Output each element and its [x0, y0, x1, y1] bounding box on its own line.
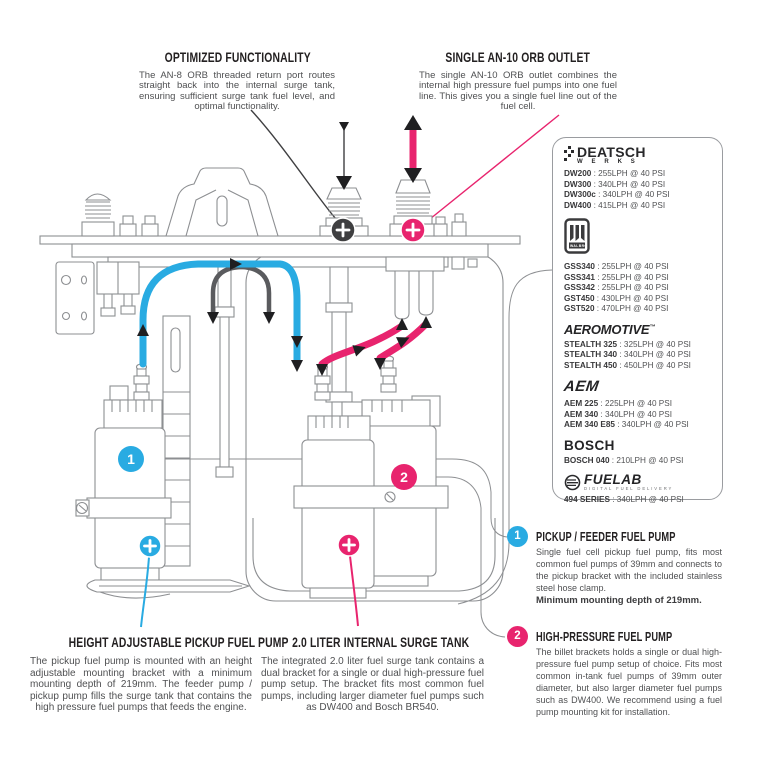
callout-title: 2.0 LITER INTERNAL SURGE TANK: [292, 634, 470, 650]
pump-entry: DW200 : 255LPH @ 40 PSI: [564, 169, 666, 178]
hold-down-bracket: [166, 168, 278, 236]
pump-entry: GSS342 : 255LPH @ 40 PSI: [564, 283, 669, 292]
legend-circle-2: 2: [507, 626, 528, 647]
aem-logo: AEM: [562, 378, 601, 395]
brand-subname: W E R K S: [577, 159, 639, 165]
callout-body: The single AN-10 ORB outlet combines the internal high pressure fuel pumps into one fuel line. This gives you a single fuel line out of the fuel cell.: [419, 70, 617, 113]
legend-title-1: PICKUP / FEEDER FUEL PUMP: [536, 530, 676, 544]
center-standpipe: [215, 267, 234, 477]
svg-text:WALBRO: WALBRO: [570, 244, 588, 248]
pump-entry: 494 SERIES : 340LPH @ 40 PSI: [564, 495, 684, 504]
return-port-marker: [331, 218, 355, 242]
callout-optimized-functionality: [139, 49, 335, 113]
pump-entry: GST450 : 430LPH @ 40 PSI: [564, 293, 669, 303]
callout-surge-tank: [261, 634, 484, 714]
brand-aeromotive: [564, 322, 714, 372]
callout-body: The pickup fuel pump is mounted with an height adjustable mounting bracket with a minimum mounting depth of 219mm. The feeder pump / pickup pump fills the surge tank that contains the high pressure fuel pumps that feeds the engine.: [30, 656, 252, 714]
bosch-logo: BOSCH: [564, 437, 615, 453]
brand-name: DEATSCH: [577, 144, 646, 160]
pump-entry: GSS341 : 255LPH @ 40 PSI: [564, 272, 669, 282]
pump-entry: DW300c : 340LPH @ 40 PSI: [564, 190, 670, 199]
compatible-pumps-panel: [552, 137, 723, 504]
deatschwerks-dots-icon: [564, 146, 574, 161]
outlet-manifold: [386, 257, 477, 319]
callout-single-an10-outlet: [419, 49, 617, 113]
pickup-circle-1: [118, 446, 144, 472]
outlet-port-leader: [425, 115, 559, 223]
return-flow-arrow: [336, 122, 352, 190]
pump-entry: STEALTH 450 : 450LPH @ 40 PSI: [564, 360, 691, 370]
return-hose: [207, 267, 275, 324]
legend-body-2: The billet brackets holds a single or dual high-pressure fuel pump setup of choice. Fits most common in-tank fuel pumps of 39mm outer diameter, but also larger diameter fuel pumps such as DW400. We recommend using a fuel pump mounting kit for installation.: [536, 647, 722, 717]
fuelab-swirl-icon: [564, 474, 581, 491]
brand-tagline: DIGITAL FUEL DELIVERY: [584, 486, 674, 491]
brand-name: FUELAB: [584, 472, 642, 487]
brand-bosch: [564, 438, 714, 467]
pump-entry: AEM 225 : 225LPH @ 40 PSI: [564, 399, 672, 408]
pump-entry: BOSCH 040 : 210LPH @ 40 PSI: [564, 455, 684, 465]
pump-entry: DW300 : 340LPH @ 40 PSI: [564, 179, 666, 189]
billet-bracket-band: [294, 486, 448, 508]
callout-body: The AN-8 ORB threaded return port routes straight back into the internal surge tank, ensuring sufficient surge tank fuel level, and optimal functionality.: [139, 70, 335, 113]
brand-fuelab: [564, 473, 714, 506]
walbro-logo: [564, 218, 590, 254]
svg-text:2: 2: [400, 469, 408, 485]
high-pressure-pumps: [294, 356, 448, 598]
pump-entry: DW400 : 415LPH @ 40 PSI: [564, 200, 666, 210]
outlet-flow-arrow: [404, 115, 422, 183]
callout-title: OPTIMIZED FUNCTIONALITY: [164, 49, 311, 65]
callout-body: The integrated 2.0 liter fuel surge tank contains a dual bracket for a single or dual high-pressure fuel pump setup. The bracket fits most common fuel pumps, including larger diameter fuel pumps such as DW400 and Bosch BR540.: [261, 656, 484, 714]
callout-title: HEIGHT ADJUSTABLE PICKUP FUEL PUMP: [68, 634, 289, 650]
callout-height-adjustable-pickup: [30, 634, 289, 714]
legend-circle-1: 1: [507, 526, 528, 547]
deatschwerks-logo: [564, 146, 714, 166]
pump-entry: AEM 340 : 340LPH @ 40 PSI: [564, 409, 672, 419]
callout-title: SINGLE AN-10 ORB OUTLET: [445, 49, 591, 65]
brand-aem: [564, 378, 714, 431]
plate-underside-bracket: [56, 262, 139, 334]
fuelab-logo: [564, 473, 714, 492]
brand-walbro: [564, 218, 714, 315]
plate-bolts-left: [120, 216, 158, 236]
aeromotive-logo: AEROMOTIVE™: [564, 321, 656, 337]
hp-circle-2: [391, 464, 417, 490]
pump-entry: STEALTH 325 : 325LPH @ 40 PSI: [564, 339, 691, 349]
legend-title-2: HIGH-PRESSURE FUEL PUMP: [536, 630, 673, 644]
plate-bolts-right: [434, 214, 466, 236]
legend-note-1: Minimum mounting depth of 219mm.: [536, 595, 702, 606]
pump-entry: GSS340 : 255LPH @ 40 PSI: [564, 262, 669, 271]
svg-text:1: 1: [127, 451, 135, 467]
outlet-port-marker: [401, 218, 425, 242]
pump-entry: AEM 340 E85 : 340LPH @ 40 PSI: [564, 420, 689, 429]
brand-deatschwerks: [564, 146, 714, 211]
legend-body-1: Single fuel cell pickup fuel pump, fits most common fuel pumps of 39mm and connects to the pickup bracket with the included stainless steel hose clamp.: [536, 547, 722, 593]
pump-entry: STEALTH 340 : 340LPH @ 40 PSI: [564, 350, 691, 359]
pump-entry: GST520 : 470LPH @ 40 PSI: [564, 304, 669, 313]
left-an-fitting: [82, 194, 114, 236]
